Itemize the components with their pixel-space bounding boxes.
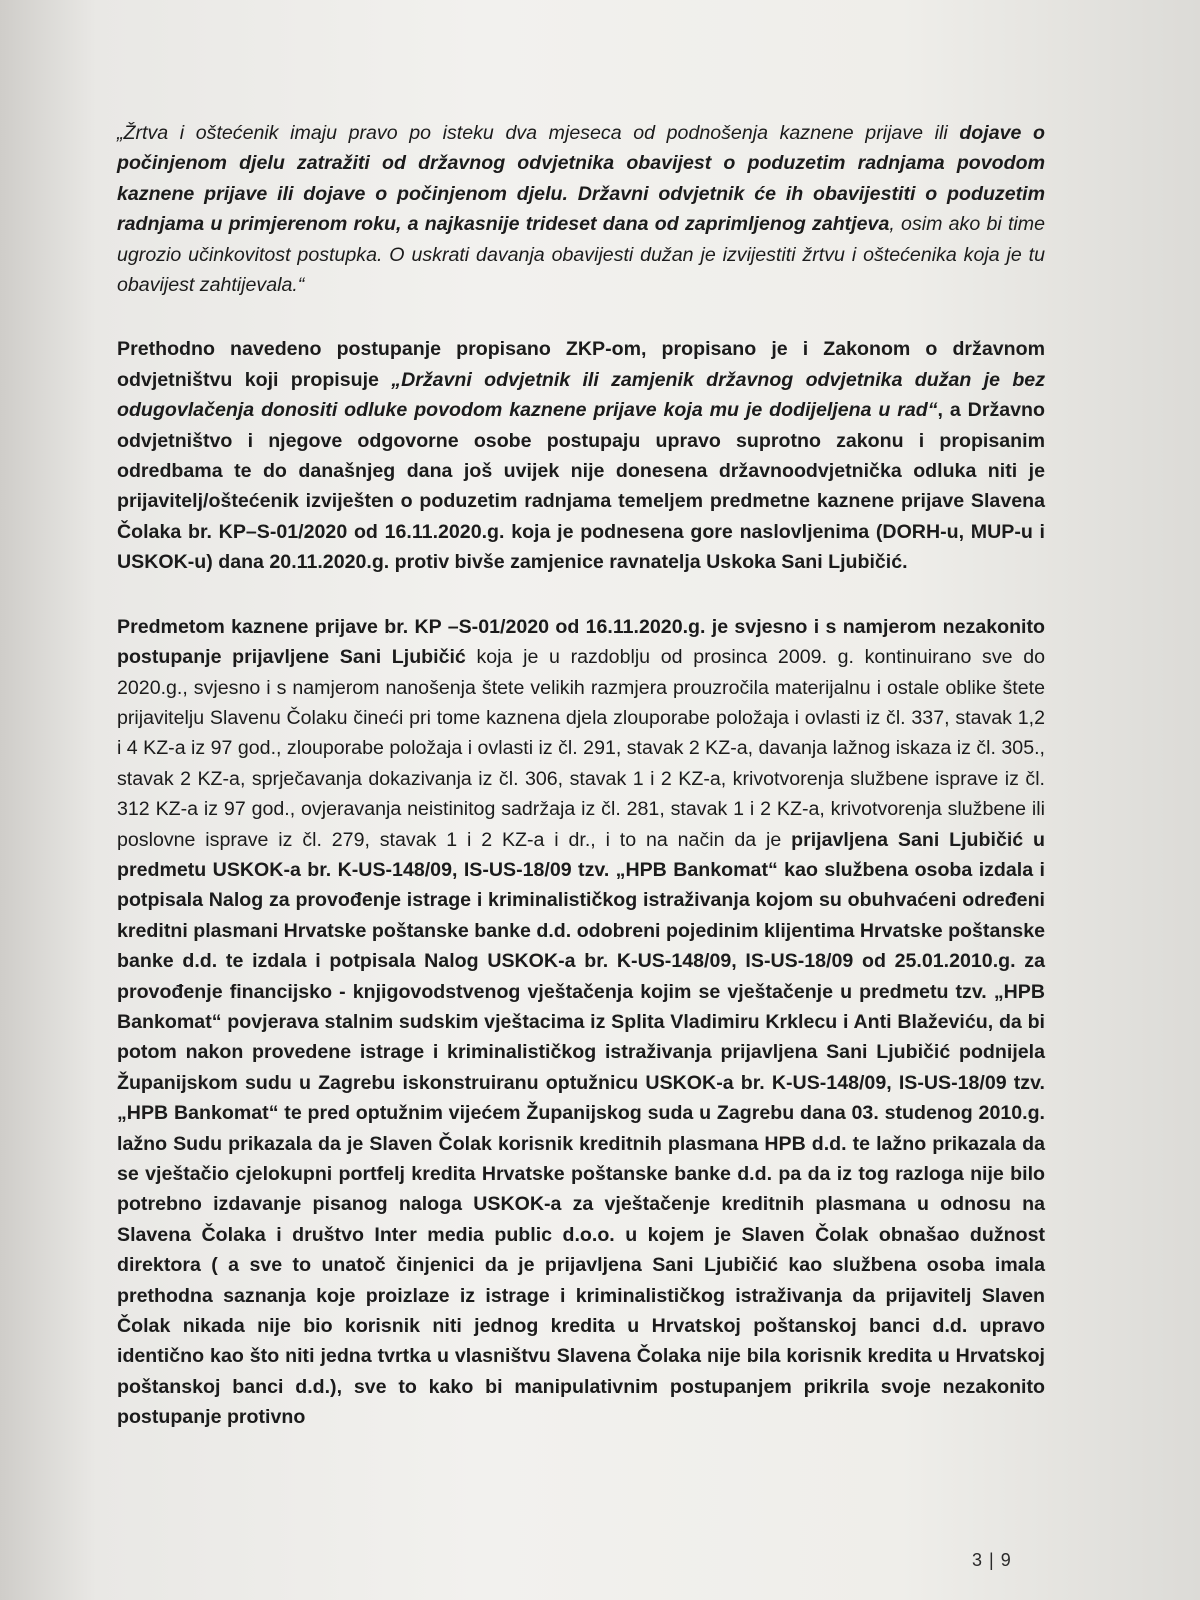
document-body [117, 118, 1045, 1467]
paragraph-subject-lead-bold: Predmetom kaznene prijave br. KP –S-01/2020 od 16.11.2020.g. je svjesno i s namjerom nezakonito postupanje prijavljene Sani Ljubičić [117, 615, 1045, 669]
paragraph-subject [117, 612, 1045, 1433]
page-number: 3 | 9 [972, 1550, 1012, 1570]
quoted-law-paragraph [117, 118, 1045, 300]
quote-text-part-2-bold: dojave o počinjenom djelu zatražiti od državnog odvjetnika obavijest o poduzetim radnjama povodom kaznene prijave ili dojave o počinjenom djelu. Državni odvjetnik će ih obavijestiti o poduzetim radnjama u primjerenom roku, a najkasnije trideset dana od zaprimljenog zahtjeva [117, 122, 1045, 236]
paragraph-procedure-text-2: , a Državno odvjetništvo i njegove odgovorne osobe postupaju upravo suprotno zakonu i propisanim odredbama te do današnjeg dana još uvijek nije donesena državnoodvjetnička odluka niti je prijavitelj/oštećenik izviješten o poduzetim radnjama temeljem predmetne kaznene prijave Slavena Čolaka br. KP–S-01/2020 od 16.11.2020.g. koja je podnesena gore naslovljenima (DORH-u, MUP-u i USKOK-u) dana 20.11.2020.g. protiv bivše zamjenice ravnatelja Uskoka Sani Ljubičić. [117, 399, 1045, 574]
quote-text-part-3: , osim ako bi time ugrozio učinkovitost postupka. O uskrati davanja obavijesti dužan je izvijestiti žrtvu i oštećenika koja je tu obavijest zahtijevala.“ [117, 213, 1045, 297]
paragraph-procedure-quote: „Državni odvjetnik ili zamjenik državnog odvjetnika dužan je bez odugovlačenja donositi odluke povodom kaznene prijave koja mu je dodijeljena u rad“ [117, 368, 1045, 422]
paragraph-procedure-text-1: Prethodno navedeno postupanje propisano ZKP-om, propisano je i Zakonom o državnom odvjetništvu koji propisuje [117, 338, 1045, 391]
quote-text-part-1: „Žrtva i oštećenik imaju pravo po isteku dva mjeseca od podnošenja kaznene prijave ili [117, 122, 960, 144]
paragraph-subject-bold-text: prijavljena Sani Ljubičić u predmetu USKOK-a br. K-US-148/09, IS-US-18/09 tzv. „HPB Bankomat“ kao službena osoba izdala i potpisala Nalog za provođenje istrage i kriminalističkog istraživanja kojom su obuhvaćeni određeni kreditni plasmani Hrvatske poštanske banke d.d. odobreni pojedinim klijentima Hrvatske poštanske banke d.d. te izdala i potpisala Nalog USKOK-a br. K-US-148/09, IS-US-18/09 od 25.01.2010.g. za provođenje financijsko - knjigovodstvenog vještačenja kojim se vještačenje u predmetu tzv. „HPB Bankomat“ povjerava stalnim sudskim vještacima iz Splita Vladimiru Krklecu i Anti Blaževiću, da bi potom nakon provedene istrage i kriminalističkog istraživanja prijavljena Sani Ljubičić podnijela Županijskom sudu u Zagrebu iskonstruiranu optužnicu USKOK-a br. K-US-148/09, IS-US-18/09 tzv. „HPB Bankomat“ te pred optužnim vijećem Županijskog suda u Zagrebu dana 03. studenog 2010.g. lažno Sudu prikazala da je Slaven Čolak korisnik kreditnih plasmana HPB d.d. te lažno prikazala da se vještačio cjelokupni portfelj kredita Hrvatske poštanske banke d.d. pa da iz tog razloga nije bilo potrebno izdavanje pisanog naloga USKOK-a za vještačenje kreditnih plasmana u odnosu na Slavena Čolaka i društvo Inter media public d.o.o. u kojem je Slaven Čolak obnašao dužnost direktora ( a sve to unatoč činjenici da je prijavljena Sani Ljubičić kao službena osoba imala prethodna saznanja koje proizlaze iz istrage i kriminalističkog istraživanja da prijavitelj Slaven Čolak nikada nije bio korisnik niti jednog kredita u Hrvatskoj poštanskoj banci d.d. upravo identično kao što niti jedna tvrtka u vlasništvu Slavena Čolaka nije bila korisnik kredita u Hrvatskoj poštanskoj banci d.d.), sve to kako bi manipulativnim postupanjem prikrila svoje nezakonito postupanje protivno [117, 828, 1046, 1429]
paragraph-procedure [117, 334, 1045, 577]
paragraph-subject-text: koja je u razdoblju od prosinca 2009. g. kontinuirano sve do 2020.g., svjesno i s namjerom nanošenja štete velikih razmjera prouzročila materijalnu i ostale oblike štete prijavitelju Slavenu Čolaku čineći pri tome kaznena djela zlouporabe položaja i ovlasti iz čl. 337, stavak 1,2 i 4 KZ-a iz 97 god., zlouporabe položaja i ovlasti iz čl. 291, stavak 2 KZ-a, davanja lažnog iskaza iz čl. 305., stavak 2 KZ-a, sprječavanja dokazivanja iz čl. 306, stavak 1 i 2 KZ-a, krivotvorenja službene isprave iz čl. 312 KZ-a iz 97 god., ovjeravanja neistinitog sadržaja iz čl. 281, stavak 1 i 2 KZ-a, krivotvorenja službene ili poslovne isprave iz čl. 279, stavak 1 i 2 KZ-a i dr., i to na način da je [117, 646, 1045, 851]
